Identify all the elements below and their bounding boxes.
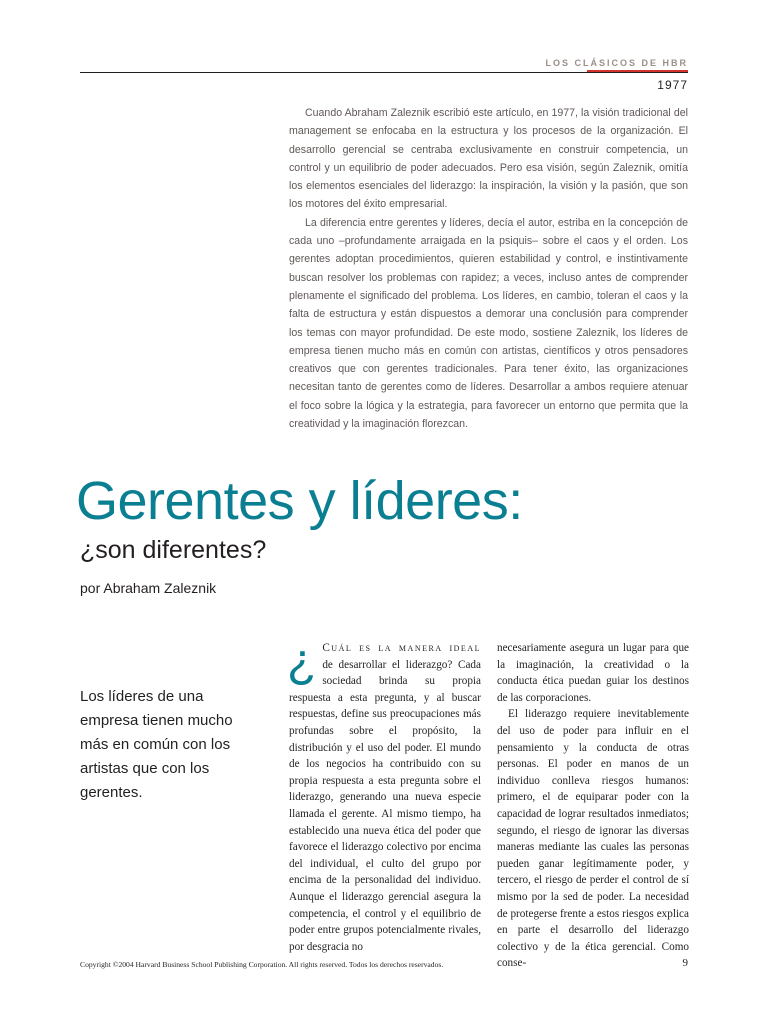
article-subtitle: ¿son diferentes? [80, 536, 267, 564]
lead-in: Cuál es la manera ideal [322, 642, 481, 654]
body-paragraph: necesariamente asegura un lugar para que la imaginación, la creatividad o la conducta ética puedan guiar los destinos de las corporaciones. [497, 642, 689, 704]
body-paragraph: El liderazgo requiere inevitablemente del uso de poder para influir en el pensamiento y la conducta de otras personas. El poder en manos de un individuo conlleva riesgos humanos: primero, el de equiparar poder con la capacidad de lograr resultados inmediatos; segundo, el riesgo de ignorar las diversas maneras mediante las cuales las personas pueden ganar legítimamente poder, y tercero, el riesgo de perder el control de sí mismo por la sed de poder. La necesidad de protegerse frente a estos riesgos explica en parte el desarrollo del liderazgo colectivo y de la ética gerencial. Como conse- [497, 708, 689, 970]
drop-cap: ¿ [287, 635, 317, 688]
body-paragraph [287, 635, 481, 955]
article-byline: por Abraham Zaleznik [80, 580, 217, 596]
body-text: de desarrollar el liderazgo? Cada sociedad brinda su propia respuesta a esta pregunta, y al buscar respuestas, define sus preocupaciones más profundas sobre el propósito, la distribución y el uso del poder. El mundo de los negocios ha contribuido con su propia respuesta a esta pregunta sobre el liderazgo, generando una nueva especie llamada el gerente. Al mismo tiempo, ha establecido una nueva ética del poder que favorece el liderazgo colectivo por encima del individual, el culto del grupo por encima de la personalidad del individuo. Aunque el liderazgo gerencial asegura la competencia, el control y el equilibrio de poder entre grupos potencialmente rivales, por desgracia no [289, 658, 481, 953]
footer-copyright: Copyright ©2004 Harvard Business School Publishing Corporation. All rights reserved. Todos los derechos reservados. [80, 960, 444, 969]
header-rule [80, 72, 688, 73]
header-year: 1977 [657, 78, 688, 92]
article-title: Gerentes y líderes: [76, 471, 523, 531]
body-column-1 [287, 635, 481, 955]
page-number: 9 [682, 957, 688, 969]
intro-paragraph: La diferencia entre gerentes y líderes, decía el autor, estriba en la concepción de cada uno –profundamente arraigada en la psiquis– sobre el caos y el orden. Los gerentes adoptan procedimientos, quieren estabilidad y control, e instintivamente buscan resolver los problemas con rapidez; a veces, incluso antes de comprender plenamente el significado del problema. Los líderes, en cambio, toleran el caos y la falta de estructura y están dispuestos a demorar una conclusión para comprender los temas con mayor profundidad. De este modo, sostiene Zaleznik, los líderes de empresa tienen mucho más en común con artistas, científicos y otros pensadores creativos que con gerentes tradicionales. Para tener éxito, las organizaciones necesitan tanto de gerentes como de líderes. Desarrollar a ambos requiere atenuar el foco sobre la lógica y la estrategia, para favorecer un entorno que permita que la creatividad y la imaginación florezcan. [289, 216, 688, 431]
header-series-label: LOS CLÁSICOS DE HBR [545, 58, 688, 68]
body-column-2 [497, 640, 689, 972]
intro-text [289, 104, 688, 433]
intro-paragraph: Cuando Abraham Zaleznik escribió este artículo, en 1977, la visión tradicional del management se enfocaba en la estructura y los procesos de la organización. El desarrollo gerencial se centraba exclusivamente en construir competencia, un control y un equilibrio de poder adecuados. Pero esa visión, según Zaleznik, omitía los elementos esenciales del liderazgo: la inspiración, la visión y la pasión, que son los motores del éxito empresarial. [289, 107, 688, 211]
pullquote: Los líderes de una empresa tienen mucho más en común con los artistas que con los gerentes. [80, 688, 233, 801]
